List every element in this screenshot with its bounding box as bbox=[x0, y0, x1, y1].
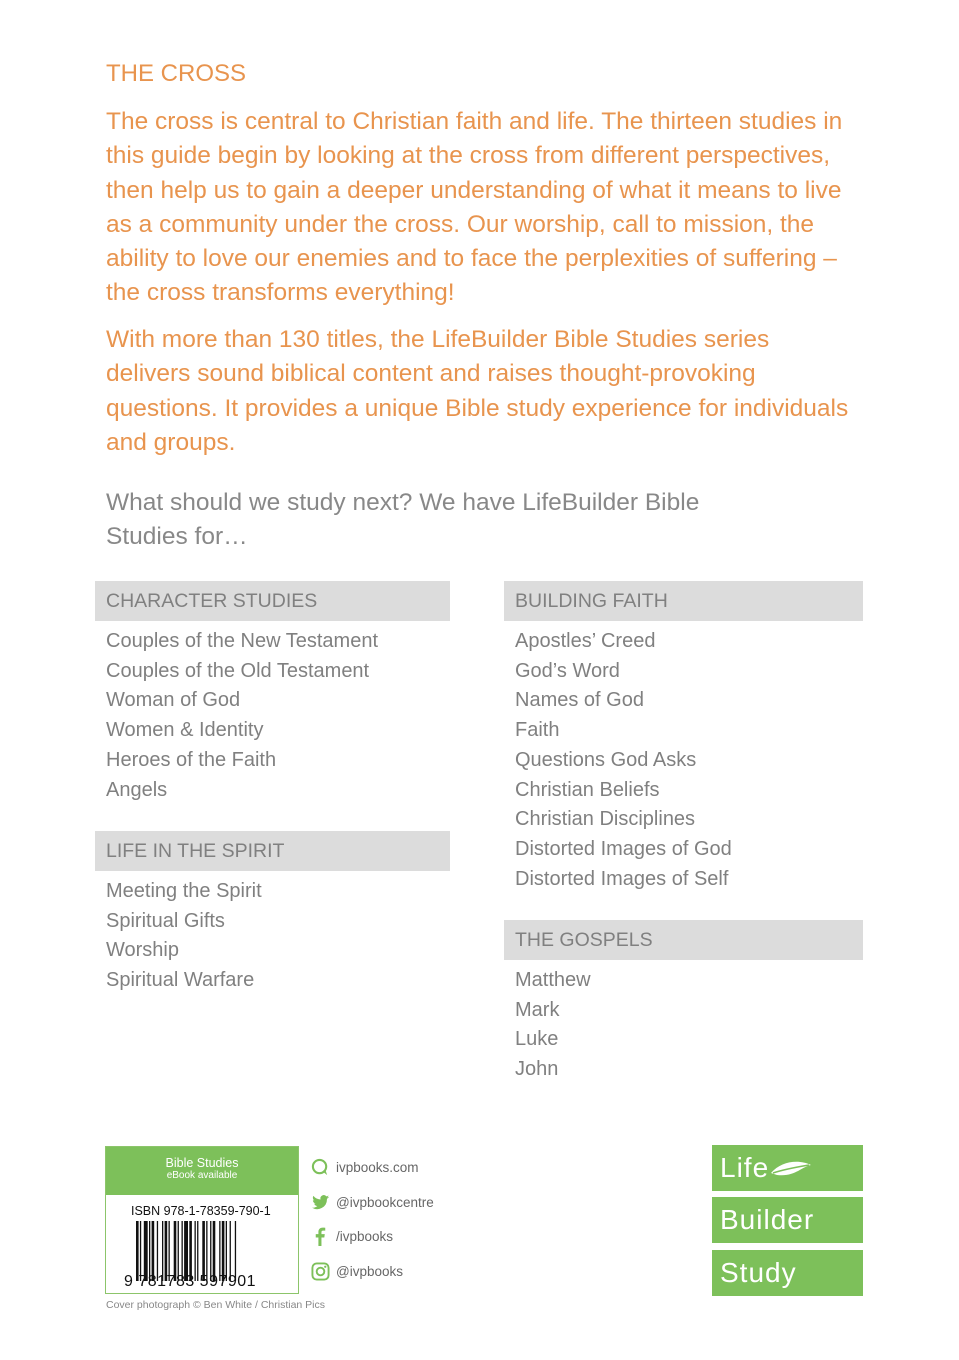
barcode-bar bbox=[230, 1221, 231, 1281]
section-building-faith bbox=[504, 581, 863, 894]
barcode-bar bbox=[144, 1221, 148, 1281]
section-heading: LIFE IN THE SPIRIT bbox=[95, 831, 450, 871]
barcode-bar bbox=[174, 1221, 177, 1281]
study-title: Mark bbox=[515, 998, 560, 1021]
study-title: Meeting the Spirit bbox=[106, 880, 262, 902]
barcode-bar bbox=[169, 1221, 170, 1281]
barcode-bar bbox=[222, 1221, 225, 1281]
social-twitter bbox=[311, 1193, 434, 1212]
study-title: Christian Beliefs bbox=[515, 778, 660, 801]
study-title: Distorted Images of God bbox=[515, 837, 732, 860]
social-instagram bbox=[311, 1262, 403, 1281]
barcode-bar bbox=[235, 1221, 236, 1281]
barcode-bar bbox=[202, 1221, 205, 1281]
series-paragraph: With more than 130 titles, the LifeBuilder Bible Studies series delivers sound biblical content and raises thought-provoking questions. It provides a unique Bible study experience for individuals and groups. bbox=[106, 326, 849, 456]
logo-word: Builder bbox=[720, 1204, 815, 1235]
social-label: @ivpbooks bbox=[336, 1264, 403, 1279]
barcode-bar bbox=[219, 1221, 220, 1281]
social-label: @ivpbookcentre bbox=[336, 1195, 434, 1210]
study-title: Couples of the New Testament bbox=[106, 630, 379, 652]
instagram-icon bbox=[311, 1262, 330, 1281]
leaf-icon bbox=[769, 1159, 813, 1179]
barcode-bar bbox=[226, 1221, 227, 1281]
barcode-bar bbox=[178, 1221, 179, 1281]
barcode-bar bbox=[195, 1221, 196, 1281]
barcode-bar bbox=[140, 1221, 141, 1281]
study-title: Couples of the Old Testament bbox=[106, 659, 370, 682]
study-list bbox=[95, 877, 450, 996]
social-facebook bbox=[311, 1227, 393, 1246]
category-label: Bible Studies bbox=[165, 1156, 239, 1170]
barcode-bar bbox=[210, 1221, 211, 1281]
barcode-bar bbox=[152, 1221, 155, 1281]
barcode-box bbox=[105, 1146, 299, 1294]
study-title: Women & Identity bbox=[106, 719, 264, 742]
logo-word: Life bbox=[720, 1152, 770, 1183]
barcode-icon bbox=[136, 1221, 281, 1281]
description-paragraph: The cross is central to Christian faith and life. The thirteen studies in this guide begin by looking at the cross from different perspectives, then help us to gain a deeper understanding of what it means to live as a community under the cross. Our worship, call to mission, the ability to love our enemies and to face the perplexities of suffering – the cross transforms everything! bbox=[106, 108, 843, 307]
twitter-icon bbox=[311, 1193, 330, 1212]
barcode-bar bbox=[165, 1221, 168, 1281]
study-title: Worship bbox=[106, 939, 179, 962]
social-web bbox=[311, 1158, 419, 1177]
study-title: Faith bbox=[515, 719, 560, 742]
section-the-gospels bbox=[504, 920, 863, 1085]
next-study-prompt: What should we study next? We have LifeBuilder Bible Studies for… bbox=[106, 489, 700, 551]
study-title: John bbox=[515, 1058, 559, 1081]
study-list bbox=[504, 966, 863, 1085]
barcode-bar bbox=[189, 1221, 192, 1281]
barcode-bar bbox=[136, 1221, 139, 1281]
barcode-bar bbox=[149, 1221, 150, 1281]
study-title: Apostles’ Creed bbox=[515, 630, 656, 652]
study-title: Woman of God bbox=[106, 689, 241, 712]
study-title: Names of God bbox=[515, 689, 644, 712]
barcode-bar bbox=[206, 1221, 207, 1281]
study-title: Christian Disciplines bbox=[515, 808, 696, 831]
barcode-bar bbox=[162, 1221, 163, 1281]
logo-builder bbox=[712, 1197, 863, 1243]
photo-credit: Cover photograph © Ben White / Christian Pics bbox=[106, 1299, 326, 1311]
section-heading: BUILDING FAITH bbox=[504, 581, 863, 621]
logo-study bbox=[712, 1250, 863, 1296]
web-icon bbox=[311, 1158, 330, 1177]
barcode-bar bbox=[197, 1221, 198, 1281]
barcode-number: 9 781783 597901 bbox=[124, 1273, 257, 1290]
study-title: Spiritual Gifts bbox=[106, 909, 225, 932]
book-title: THE CROSS bbox=[106, 60, 247, 87]
barcode-bar bbox=[213, 1221, 216, 1281]
study-title: God’s Word bbox=[515, 659, 620, 682]
study-list bbox=[95, 627, 450, 805]
study-list bbox=[504, 627, 863, 894]
barcode-bar bbox=[157, 1221, 158, 1281]
logo-life bbox=[712, 1145, 863, 1191]
study-title: Distorted Images of Self bbox=[515, 867, 729, 890]
category-banner bbox=[106, 1147, 298, 1195]
study-title: Angels bbox=[106, 778, 168, 801]
study-title: Heroes of the Faith bbox=[106, 748, 277, 771]
barcode-bar bbox=[184, 1221, 188, 1281]
facebook-icon bbox=[311, 1227, 330, 1246]
ebook-label: eBook available bbox=[166, 1170, 238, 1181]
barcode-bar bbox=[182, 1221, 183, 1281]
study-title: Luke bbox=[515, 1028, 559, 1051]
study-title: Questions God Asks bbox=[515, 748, 697, 771]
study-title: Matthew bbox=[515, 969, 591, 991]
section-heading: CHARACTER STUDIES bbox=[95, 581, 450, 621]
logo-word: Study bbox=[720, 1257, 797, 1288]
section-life-in-the-spirit bbox=[95, 831, 450, 996]
study-title: Spiritual Warfare bbox=[106, 969, 255, 992]
isbn-text: ISBN 978-1-78359-790-1 bbox=[131, 1204, 271, 1218]
section-character-studies bbox=[95, 581, 450, 805]
social-label: ivpbooks.com bbox=[336, 1160, 419, 1175]
section-heading: THE GOSPELS bbox=[504, 920, 863, 960]
social-label: /ivpbooks bbox=[336, 1229, 394, 1244]
